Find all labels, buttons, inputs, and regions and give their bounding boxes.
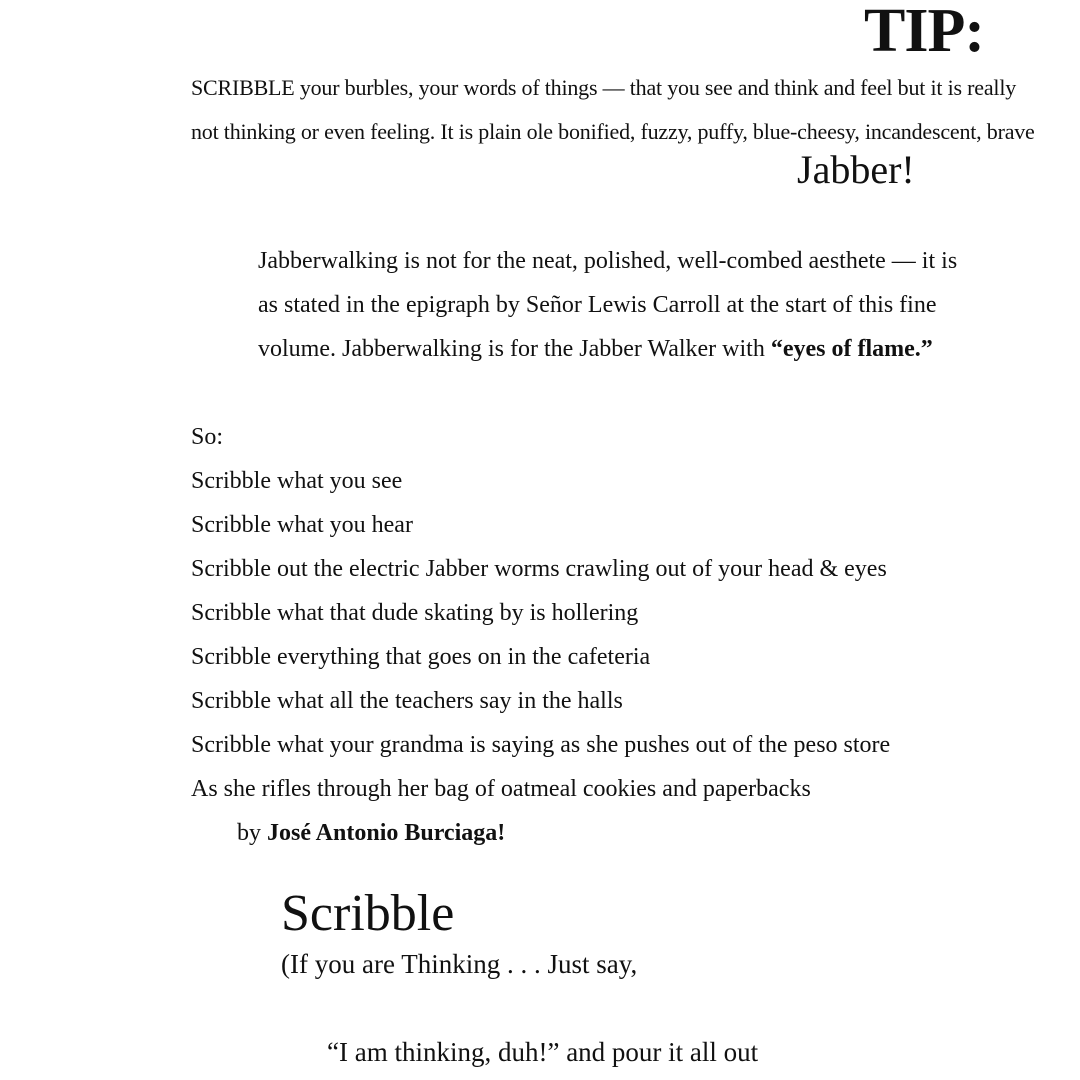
intro-line-2: not thinking or even feeling. It is plain ole bonified, fuzzy, puffy, blue-cheesy, incandescent, brave bbox=[191, 119, 1035, 144]
epigraph-line-1: Jabberwalking is not for the neat, polished, well-combed aesthete — it is bbox=[258, 248, 958, 274]
list-lead: So: bbox=[191, 424, 224, 450]
list-item: Scribble what you see bbox=[191, 468, 403, 494]
list-item: Scribble out the electric Jabber worms crawling out of your head & eyes bbox=[191, 556, 887, 582]
list-item: Scribble everything that goes on in the cafeteria bbox=[191, 644, 651, 670]
byline-author: José Antonio Burciaga! bbox=[267, 820, 506, 846]
tip-heading: TIP: bbox=[864, 0, 984, 65]
list-item: Scribble what you hear bbox=[191, 512, 413, 538]
list-item: Scribble what your grandma is saying as she pushes out of the peso store bbox=[191, 732, 891, 758]
byline bbox=[237, 820, 505, 847]
scribble-quote: “I am thinking, duh!” and pour it all out bbox=[327, 1037, 759, 1067]
epigraph-line-2: as stated in the epigraph by Señor Lewis Carroll at the start of this fine bbox=[258, 292, 937, 318]
jabber-word: Jabber! bbox=[797, 147, 915, 192]
scribble-subtitle: (If you are Thinking . . . Just say, bbox=[281, 949, 638, 979]
eyes-of-flame-phrase: “eyes of flame.” bbox=[770, 336, 933, 362]
epigraph-line-3-text: volume. Jabberwalking is for the Jabber Walker with bbox=[258, 336, 771, 362]
list-item: As she rifles through her bag of oatmeal cookies and paperbacks bbox=[191, 776, 811, 802]
byline-prefix: by bbox=[237, 820, 267, 846]
intro-line-1: SCRIBBLE your burbles, your words of things — that you see and think and feel but it is really bbox=[191, 75, 1017, 100]
epigraph-line-3 bbox=[258, 336, 933, 363]
list-item: Scribble what that dude skating by is hollering bbox=[191, 600, 639, 626]
list-item: Scribble what all the teachers say in the halls bbox=[191, 688, 623, 714]
scribble-title: Scribble bbox=[281, 885, 455, 942]
